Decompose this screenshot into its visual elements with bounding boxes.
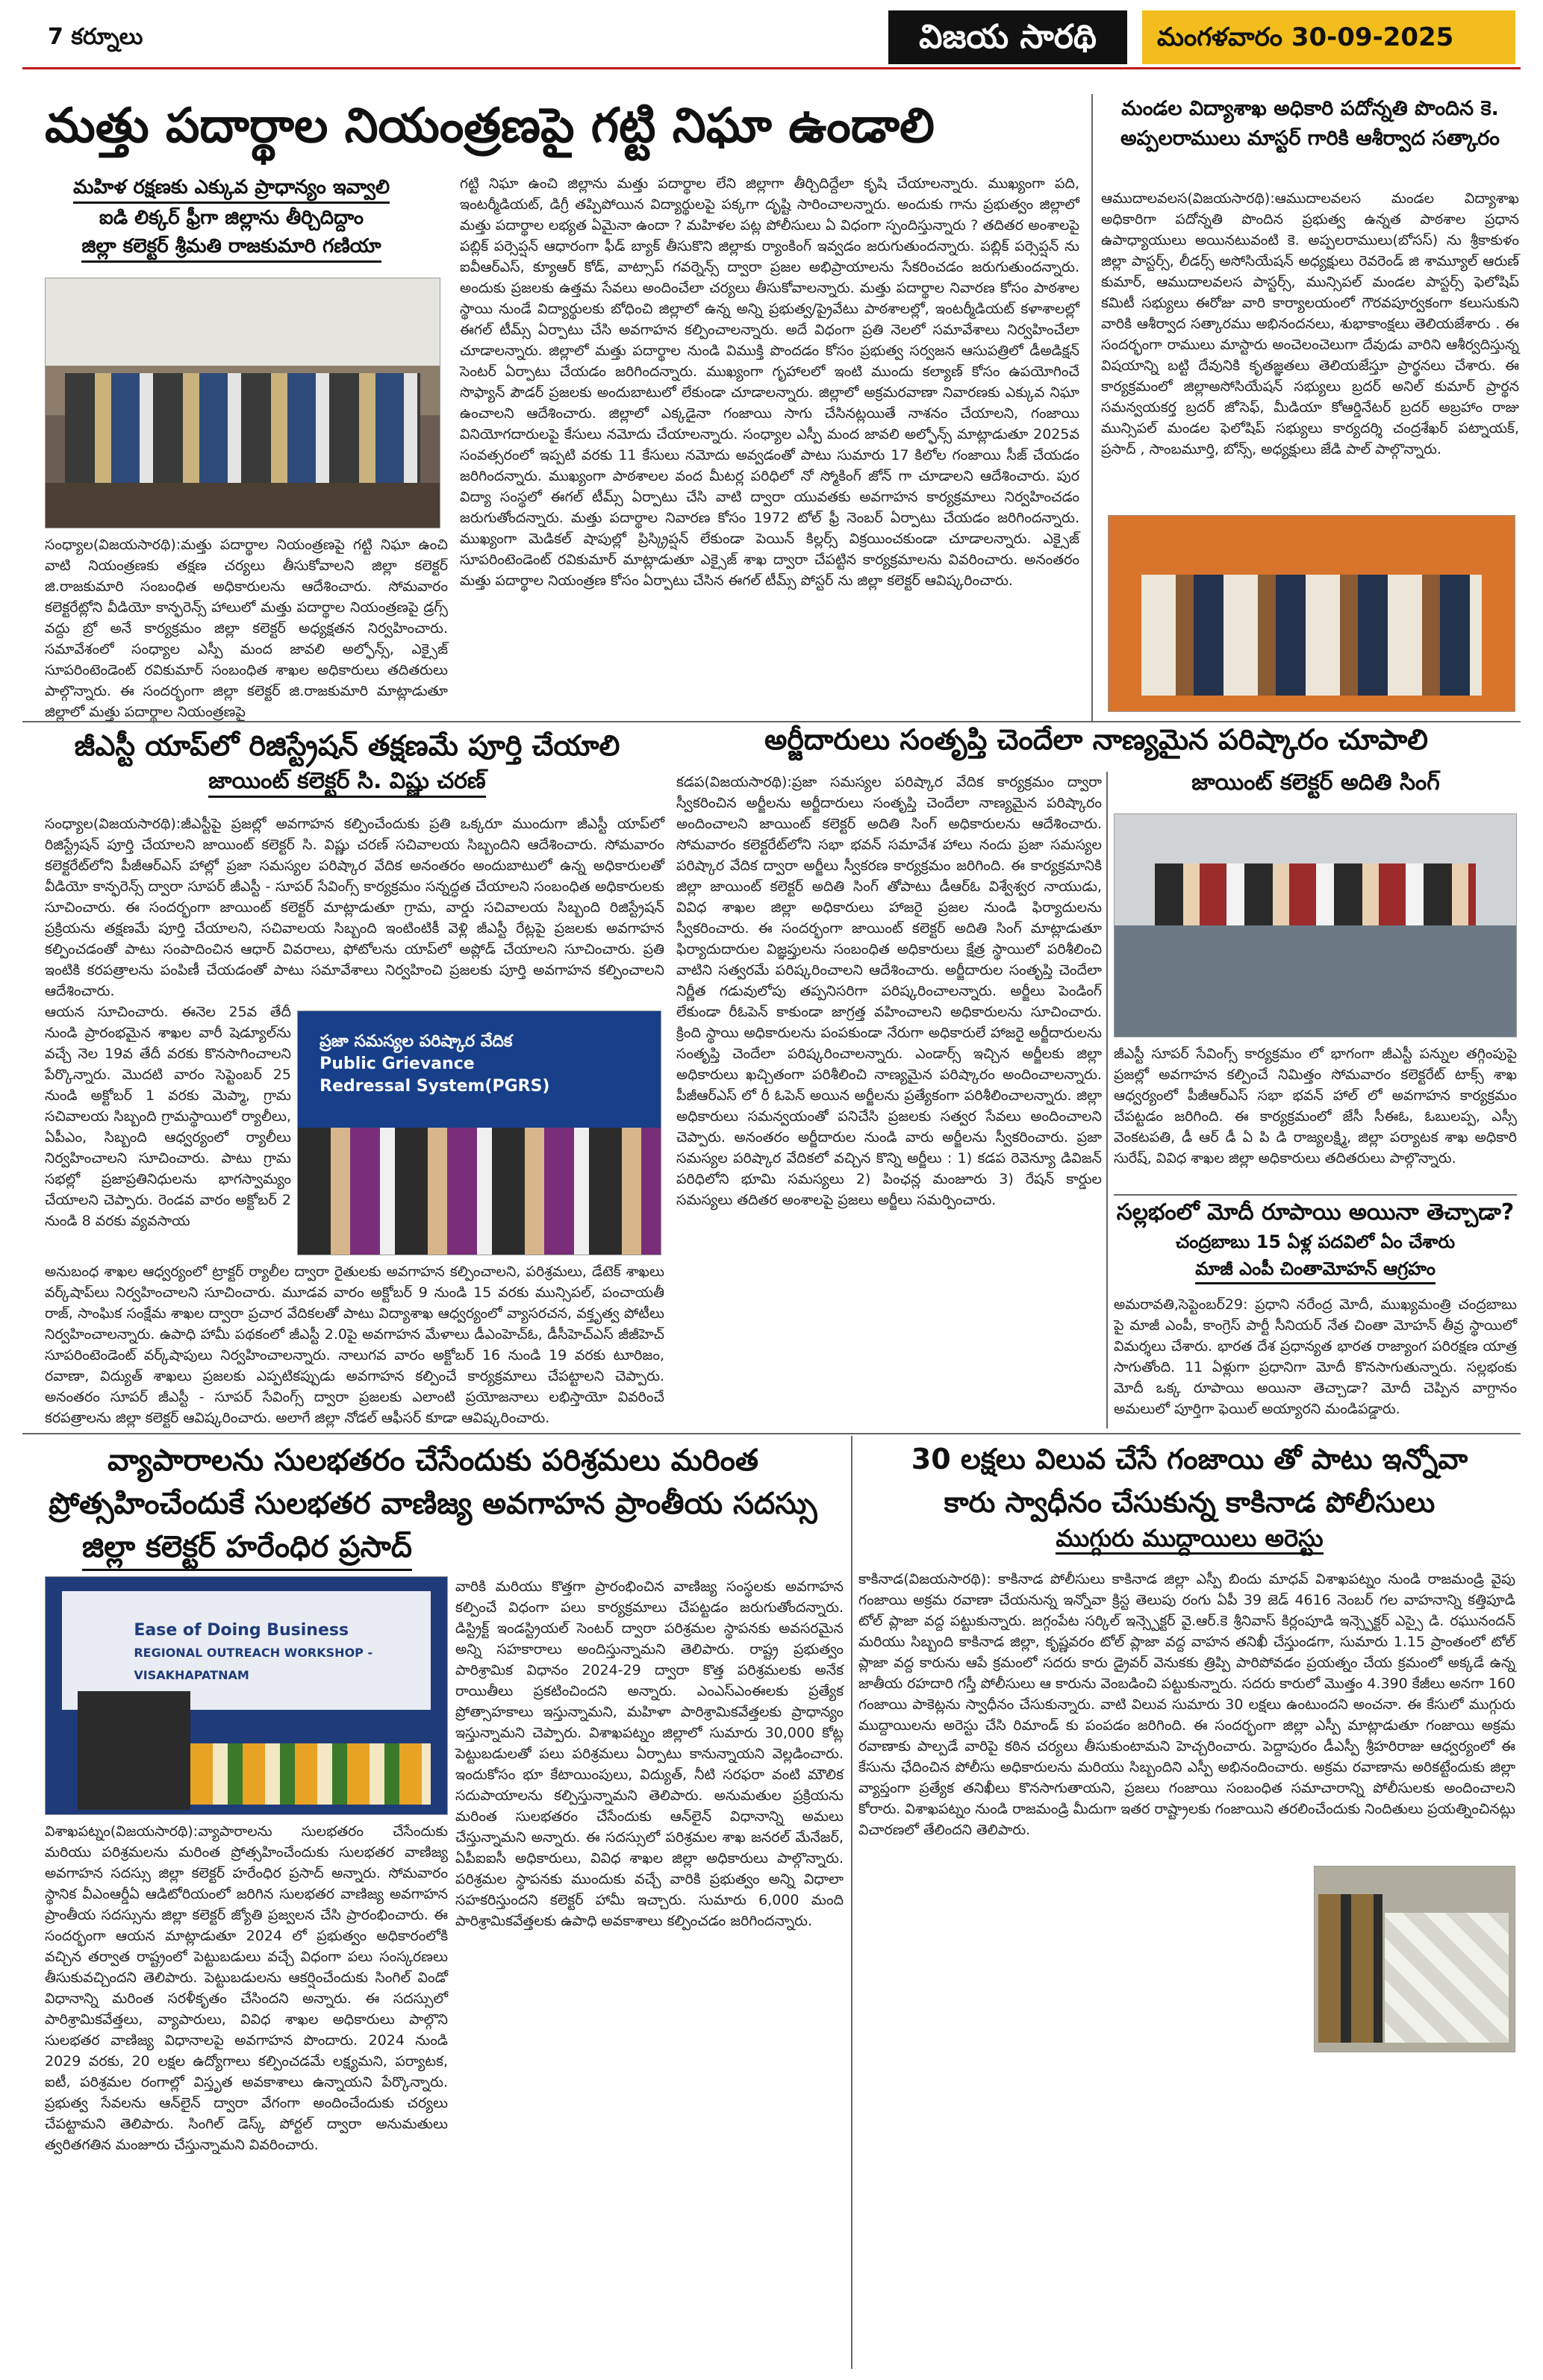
petitioners-column-left	[676, 772, 1102, 1428]
pgrs-banner-line-2: Public Grievance	[319, 1055, 475, 1074]
police-photo	[1314, 1866, 1515, 2052]
gst-column-top	[45, 813, 664, 1000]
ojas-photo	[1108, 515, 1515, 712]
ojas-headline-block	[1101, 94, 1519, 185]
gst-headline-block	[30, 724, 664, 806]
lead-photo	[45, 278, 440, 528]
lead-headline: మత్తు పదార్థాల నియంత్రణపై గట్టి నిఘా ఉండాలి	[45, 99, 935, 154]
modi-sub-2: మాజీ ఎంపీ చింతామోహన్ ఆగ్రహం	[1195, 1255, 1436, 1284]
lead-subheads	[22, 173, 440, 270]
petitioners-byline-block	[1112, 769, 1519, 806]
petitioners-headline: అర్జీదారులు సంతృప్తి చెందేలా నాణ్యమైన పరిష్కారం చూపాలి	[764, 723, 1429, 756]
section-rule	[22, 1433, 1521, 1434]
lead-sub-1: మహిళ రక్షణకు ఎక్కువ ప్రాధాన్యం ఇవ్వాలి	[73, 173, 390, 204]
modi-headline: సల్లభంలో మోదీ రూపాయి అయినా తెచ్చాడా?	[1116, 1199, 1515, 1225]
petitioners-body-left: కడప(విజయసారథి):ప్రజా సమస్యల పరిష్కార వేదిక కార్యక్రమం ద్వారా స్వీకరించిన అర్జీలను అర్జీదారులు సంతృప్తి చెందేలా నాణ్యమైన పరిష్కారం అందించాలని జాయింట్ కలెక్టర్ అదితి సింగ్ అధికారులను ఆదేశించారు. సోమవారం కలెక్టరేట్‌లోని సభా భవన్ సమావేశ హాలు నందు ప్రజా సమస్యల పరిష్కార వేదిక ద్వారా అర్జీలు స్వీకరణ కార్యక్రమం జరిగింది. ఈ కార్యక్రమానికి జిల్లా జాయింట్ కలెక్టర్ అదితి సింగ్ తోపాటు డీఆర్ఓ విశ్వేశ్వర నాయుడు, వివిధ శాఖల జిల్లా అధికారులు హాజరై ప్రజల నుండి ఫిర్యాదులను స్వీకరించారు. ఈ సందర్భంగా జాయింట్ కలెక్టర్ అదితి సింగ్ మాట్లాడుతూ ఫిర్యాదుదారుల విజ్ఞప్తులను సంబంధిత అధికారులు క్షేత్ర స్థాయిలో పరిశీలించి వాటిని సత్వరమే పరిష్కరించాలని ఆదేశించారు. అర్జీదారుల సంతృప్తి చెందేలా నిర్ణీత గడువులోపు తప్పనిసరిగా పరిష్కరించాలన్నారు. అర్జీలు పెండింగ్ లేకుండా రీఓపెన్ కాకుండా జాగ్రత్త వహించాలని అధికారులను సూచించారు. క్రింది స్థాయి అధికారులను పంపకుండా నేరుగా అధికారులే హాజరై అర్జీదారులను సంతృప్తి చెందేలా పరిష్కరించాలన్నారు. ఎండార్స్ ఇచ్చిన అర్జీలకు జిల్లా అధికారులు ఖచ్చితంగా పరిశీలించి నాణ్యమైన పరిష్కారం అందించాలన్నారు. పీజీఆర్ఎస్ లో రీ ఓపెన్ అయిన అర్జీలను ప్రత్యేకంగా పరిశీలించాలన్నారు. జిల్లా అధికారులు సమన్వయంతో పనిచేసి ప్రజలకు సత్వర సేవలు అందించాలని చెప్పారు. అనంతరం అర్జీదారుల నుండి వారు అర్జీలను స్వీకరించారు. ప్రజా సమస్యల పరిష్కార వేదికలో వచ్చిన కొన్ని అర్జీలు : 1) కడప రెవెన్యూ డివిజన్ పరిధిలోని భూమి సమస్యలు 2) పింఛన్ల మంజూరు 3) రేషన్ కార్డుల సమస్యలు తదితర అంశాలపై ప్రజలు అర్జీలు సమర్పించారు.	[676, 774, 1102, 1208]
police-headline-2: కారు స్వాధీనం చేసుకున్న కాకినాడ పోలీసులు	[944, 1486, 1436, 1519]
trade-headline-1: వ్యాపారాలను సులభతరం చేసేందుకు పరిశ్రమలు మరింత	[107, 1443, 759, 1478]
gst-column-left	[45, 1002, 291, 1300]
trade-body-left: విశాఖపట్నం(విజయసారథి):వ్యాపారాలను సులభతరం చేసేందుకు మరియు పరిశ్రమలను మరింత ప్రోత్సహించేందుకు సులభతర వాణిజ్య అవగాహన సదస్సు జిల్లా కలెక్టర్ హరేంధిర ప్రసాద్ అన్నారు. సోమవారం స్థానిక వీఎంఆర్డీఏ ఆడిటోరియంలో జరిగిన సులభతర వాణిజ్య అవగాహన ప్రాంతీయ సదస్సును జిల్లా కలెక్టర్ జ్యోతి ప్రజ్వలన చేసి ప్రారంభించారు. ఈ సందర్భంగా ఆయన మాట్లాడుతూ 2024 లో ప్రభుత్వం అధికారంలోకి వచ్చిన తర్వాత రాష్ట్రంలో పెట్టుబడులు వచ్చే విధంగా పలు సంస్కరణలు తీసుకువచ్చిందని తెలిపారు. పెట్టుబడులను ఆకర్షించేందుకు సింగిల్ విండో విధానాన్ని మరింత సరళీకృతం చేసిందని అన్నారు. ఈ సదస్సులో పారిశ్రామికవేత్తలు, వ్యాపారులు, వివిధ శాఖల అధికారులు పాల్గొని సులభతర వాణిజ్య విధానాలపై అవగాహన పొందారు. 2024 నుండి 2029 వరకు, 20 లక్షల ఉద్యోగాలు కల్పించడమే లక్ష్యమని, పర్యాటక, ఐటీ, పరిశ్రమల రంగాల్లో విస్తృత అవకాశాలు ఉన్నాయని పేర్కొన్నారు. ప్రభుత్వ సేవలను ఆన్‌లైన్ ద్వారా వేగంగా అందించేందుకు చర్యలు చేపట్టామని తెలిపారు. సింగిల్ డెస్క్ పోర్టల్ ద్వారా అనుమతులు త్వరితగతిన మంజూరు చేస్తున్నామని వివరించారు.	[45, 1823, 448, 2153]
police-byline: ముగ్గురు ముద్దాయిలు అరెస్టు	[1056, 1524, 1323, 1555]
gst-body-top: సంధ్యాల(విజయసారథి):జీఎస్టీపై ప్రజల్లో అవగాహన కల్పించేందుకు ప్రతి ఒక్కరూ ముందుగా జీఎస్టీ యాప్‌లో రిజిస్ట్రేషన్ పూర్తి చేయాలని జాయింట్ కలెక్టర్ సి. విష్ణు చరణ్ సచివాలయ సిబ్బందిని ఆదేశించారు. సోమవారం కలెక్టరేట్‌లోని పీజీఆర్ఎస్ హాల్లో ప్రజా సమస్యల పరిష్కార వేదిక అనంతరం అందుబాటులో ఉన్న అధికారులతో వీడియో కాన్ఫరెన్స్ ద్వారా సూపర్ జీఎస్టీ - సూపర్ సేవింగ్స్ కార్యక్రమం సన్నద్ధత చేయాలని సంబంధిత అధికారులకు సూచించారు. ఈ సందర్భంగా జాయింట్ కలెక్టర్ మాట్లాడుతూ గ్రామ, వార్డు సచివాలయ సిబ్బంది రిజిస్ట్రేషన్ ప్రక్రియను తక్షణమే పూర్తి చేయాలని, సచివాలయ సిబ్బంది ఇంటింటికీ వెళ్లి జీఎస్టీ రేట్లపై ప్రజలకు అవగాహన కల్పించడంతో పాటు సంపాదించిన ఆధార్ వివరాలు, ఫోటోలను యాప్‌లో అప్లోడ్ చేయాలని సూచించారు. ప్రతి ఇంటికి కరపత్రాలను పంపిణీ చేయడంతో పాటు సమావేశాలు నిర్వహించి ప్రజలకు పూర్తి అవగాహన కల్పించాలని ఆదేశించారు.	[45, 816, 664, 999]
police-body: కాకినాడ(విజయసారథి): కాకినాడ పోలీసులు కాకినాడ జిల్లా ఎస్పీ బిందు మాధవ్ విశాఖపట్నం నుండి రాజమండ్రి వైపు గంజాయి అక్రమ రవాణా చేయనున్న ఇన్నోవా క్రిస్ట తెలుపు రంగు ఏపీ 39 జెడ్ 4616 నెంబర్ గల వాహనాన్ని కత్తిపూడి టోల్ ప్లాజా వద్ద పట్టుకున్నారు. జగ్గంపేట సర్కిల్ ఇన్స్పెక్టర్ వై.ఆర్.కె శ్రీనివాస్ కిర్లంపూడి ఇన్స్పెక్టర్ ఎస్సై డి. రఘునందన్ మరియు సిబ్బంది కాకినాడ జిల్లా, కృష్ణవరం టోల్ ప్లాజా వద్ద వాహన తనిఖీ చేస్తుండగా, సుమారు 1.15 ప్రాంతంలో టోల్ ప్లాజా వద్ద కారును ఆపే క్రమంలో సదరు కారు డ్రైవర్ వెనుకకు త్రిప్పి పారిపోవడం ప్రయత్నం చేయ క్రమంలో అక్కడే ఉన్న జాతీయ రహదారి గస్తీ పోలీసులు ఆ కారును వెంబడించి పట్టుకున్నారు. సదరు కారులో మొత్తం 4.390 కేజీలు అనగా 160 గంజాయి పాకెట్లను స్వాధీనం చేసుకున్నారు. వాటి విలువ సుమారు 30 లక్షలు ఉంటుందని అంచనా. ఈ కేసులో ముగ్గురు ముద్దాయిలను అరెస్టు చేసి రిమాండ్ కు పంపడం జరిగింది. ఈ సందర్భంగా జిల్లా ఎస్పీ మాట్లాడుతూ గంజాయి అక్రమ రవాణాకు పాల్పడే వారిపై కఠిన చర్యలు తీసుకుంటామని హెచ్చరించారు. పెద్దాపురం డీఎస్పీ శ్రీహరిరాజు ఆధ్వర్యంలో ఈ కేసును ఛేదించిన పోలీసు అధికారులను మరియు సిబ్బందిని ఎస్పీ అభినందించారు. అక్రమ రవాణాను అరికట్టేందుకు జిల్లా వ్యాప్తంగా ప్రత్యేక తనిఖీలు కొనసాగుతాయని, ప్రజలు గంజాయి సంబంధిత సమాచారాన్ని పోలీసులకు అందించాలని కోరారు. విశాఖపట్నం నుండి రాజమండ్రి మీదుగా ఇతర రాష్ట్రాలకు గంజాయిని తరలించేందుకు నిందితులు ప్రయత్నించినట్లు విచారణలో తేలిందని తెలిపారు.	[858, 1571, 1515, 1838]
pgrs-photo	[297, 1011, 661, 1255]
police-headline-block	[858, 1437, 1521, 1564]
modi-sub-1: చంద్రబాబు 15 ఏళ్ల పదవిలో ఏం చేశారు	[1175, 1231, 1456, 1252]
petitioners-body-right: జీఎస్టీ సూపర్ సేవింగ్స్ కార్యక్రమం లో భాగంగా జీఎస్టీ పన్నుల తగ్గింపుపై ప్రజల్లో అవగాహన కల్పించే నిమిత్తం సోమవారం కలెక్టరేట్ టాక్స్ శాఖ ఆధ్వర్యంలో పీజీఆర్ఎస్ సభా భవన్ హాల్ లో అవగాహన కార్యక్రమం చేపట్టడం జరిగింది. ఈ కార్యక్రమంలో జేసీ సీఈఓ, ఓబులప్ప, ఎస్సీ వెంకటపతి, డీ ఆర్ డీ ఏ పి డి రాజ్యలక్ష్మి, జిల్లా పర్యాటక శాఖ అధికారి సురేష్, వివిధ శాఖల జిల్లా అధికారులు తదితరులు పాల్గొన్నారు.	[1114, 1046, 1517, 1166]
lead-sub-3: జిల్లా కలెక్టర్ శ్రీమతి రాజకుమారి గణియా	[81, 232, 381, 263]
column-divider	[1106, 772, 1108, 1428]
gst-headline: జీఎస్టీ యాప్‌లో రిజిస్ట్రేషన్ తక్షణమే పూర్తి చేయాలి	[74, 729, 620, 762]
trade-photo	[45, 1576, 448, 1815]
pgrs-banner-line-1: ప్రజా సమస్యల పరిష్కార వేదిక	[319, 1032, 513, 1052]
lead-column-left	[45, 534, 448, 720]
trade-column-left	[45, 1821, 448, 2367]
lead-headline-block	[45, 94, 1082, 169]
modi-body: అమరావతి,సెప్టెంబర్29: ప్రధాని నరేంద్ర మోదీ, ముఖ్యమంత్రి చంద్రబాబు పై మాజీ ఎంపీ, కాంగ్రెస్ పార్టీ సీనియర్ నేత చింతా మోహన్ తీవ్ర స్థాయిలో విమర్శలు చేశారు. భారత దేశ ప్రధాన్యత భారత రాజ్యాంగ పరిరక్షణ యాత్ర సాగుతోంది. 11 ఏళ్లుగా ప్రధానిగా మోదీ కొనసాగుతున్నారు. సల్లభంకు మోదీ ఒక్క రూపాయి అయినా తెచ్చాడా? మోదీ చెప్పిన వాగ్దానం అమలులో పూర్తిగా ఫెయిల్ అయ్యారని మండిపడ్డారు.	[1114, 1296, 1517, 1417]
ojas-body: ఆముదాలవలస(విజయసారథి):ఆముదాలవలస మండల విద్యాశాఖ అధికారిగా పదోన్నతి పొందిన ప్రభుత్వ ఉన్నత పాఠశాల ప్రధాన ఉపాధ్యాయులు అయినటువంటి కె. అప్పలరాములు(బోసస్) ను శ్రీకాకుళం జిల్లా పాస్టర్స్, లీడర్స్ అసోసియేషన్ అధ్యక్షులు రెవరెండ్ జి శామ్యూల్ ఆరుణ్ కుమార్, ఆముదాలవలస పాస్టర్స్, మున్సిపల్ మండల పాస్టర్స్ ఫెలోషిప్ కమిటీ సభ్యులు ఈరోజు వారి కార్యాలయంలో గౌరవపూర్వకంగా కలుసుకుని వారికి ఆశీర్వాద సత్కారము అభినందనలు, శుభాకాంక్షలు తెలియజేశారు . ఈ సందర్భంగా రాములు మాస్టారు అంచెలంచెలుగా దేవుడు వారిని ఆశీర్వదిస్తున్న విషయాన్ని బట్టి దేవునికి కృతజ్ఞతలు తెలియజేస్తూ ప్రార్థనలు చేశారు. ఈ కార్యక్రమంలో జిల్లాఅసోసియేషన్ సభ్యులు బ్రదర్ అనిల్ కుమార్ ప్రార్థన సమన్వయకర్త బ్రదర్ జోసెఫ్, మీడియా కోఆర్డినేటర్ బ్రదర్ అబ్రహాం రాజు మున్సిపల్ మండల ఫెలోషిప్ సభ్యులు కార్యదర్శి చంద్రశేఖర్ పట్నాయక్, ప్రసాద్ , సాంబమూర్తి, బోన్స్, అధ్యక్షులు జేడి పాల్ పాల్గొన్నారు.	[1101, 190, 1519, 457]
masthead-rule	[22, 67, 1521, 69]
modi-headline-block	[1114, 1197, 1517, 1290]
petitioners-column-right	[1114, 1043, 1517, 1193]
issue-date: మంగళవారం 30-09-2025	[1142, 10, 1515, 64]
gst-byline: జాయింట్ కలెక్టర్ సి. విష్ణు చరణ్	[208, 767, 485, 798]
petitioners-byline: జాయింట్ కలెక్టర్ అదితి సింగ్	[1191, 769, 1440, 796]
pgrs-banner-line-3: Redressal System(PGRS)	[319, 1077, 550, 1096]
ojas-headline: మండల విద్యాశాఖ అధికారి పదోన్నతి పొందిన కె. అప్పలరాములు మాస్టర్ గారికి ఆశీర్వాద సత్కారం	[1120, 97, 1500, 150]
trade-column-right	[455, 1576, 844, 2367]
trade-headline-block	[22, 1439, 844, 1573]
gst-column-bottom	[45, 1261, 664, 1426]
paper-name: విజయ సారథి	[888, 10, 1127, 64]
lead-column-right	[460, 173, 1079, 699]
trade-byline: జిల్లా కలెక్టర్ హరేంధిర ప్రసాద్	[82, 1525, 412, 1571]
ojas-body-block	[1101, 188, 1519, 502]
column-divider	[851, 1436, 852, 2369]
gst-body-bottom: అనుబంధ శాఖల ఆధ్వర్యంలో ట్రాక్టర్ ర్యాలీల ద్వారా రైతులకు అవగాహన కల్పించాలని, పరిశ్రమలు, డేటెక్ శాఖలు వర్క్‌షాప్‌లు నిర్వహించాలని సూచించారు. మూడవ వారం అక్టోబర్ 9 నుండి 15 వరకు మున్సిపల్, పంచాయతీ రాజ్, సాంఘిక సంక్షేమ శాఖల ద్వారా ప్రచార వేదికలతో పాటు విద్యాశాఖ ఆధ్వర్యంలో వ్యాసరచన, వక్తృత్వ పోటీలు నిర్వహించాలన్నారు. ఉపాధి హామీ పథకంలో జీఎస్టీ 2.0పై అవగాహన మేళాలు డీఎంహెచ్ఓ, డీసీహెచ్ఎస్ జీజీహెచ్ సూపరింటెండెంట్ వర్క్‌షాపులు నిర్వహించాలన్నారు. నాలుగవ వారం అక్టోబర్ 16 నుండి 19 వరకు టూరిజం, రవాణా, విద్యుత్ శాఖలు ప్రజలకు ఎప్పటికప్పుడు అవగాహన కల్పించే కార్యక్రమాలు చేపట్టాలని చెప్పారు. అనంతరం సూపర్ జీఎస్టీ - సూపర్ సేవింగ్స్ ద్వారా ప్రజలకు ఎలాంటి ప్రయోజనాలు లభిస్తాయో వివరించే కరపత్రాలను జిల్లా కలెక్టర్ ఆవిష్కరించారు. అలాగే జిల్లా నోడల్ ఆఫీసర్ కూడా ఆవిష్కరించారు.	[45, 1264, 664, 1426]
gst-body-left: ఆయన సూచించారు. ఈనెల 25వ తేదీ నుండి ప్రారంభమైన శాఖల వారీ షెడ్యూల్‌ను వచ్చే నెల 19వ తేదీ వరకు కొనసాగించాలని పేర్కొన్నారు. మొదటి వారం సెప్టెంబర్ 25 నుండి అక్టోబర్ 1 వరకు మెప్మా, గ్రామ సచివాలయ సిబ్బంది గ్రామస్థాయిలో ర్యాలీలు, ఏపీఎం, సిబ్బంది ఆధ్వర్యంలో ర్యాలీలు నిర్వహించాలని సూచించారు. పాటు గ్రామ సభల్లో ప్రజాప్రతినిధులను భాగస్వామ్యం చేయాలని చెప్పారు. రెండవ వారం అక్టోబర్ 2 నుండి 8 వరకు వ్యవసాయ	[45, 1004, 291, 1229]
modi-body-block	[1114, 1294, 1517, 1436]
police-headline-1: 30 లక్షలు విలువ చేసే గంజాయి తో పాటు ఇన్నోవా	[911, 1443, 1468, 1475]
masthead	[22, 10, 1521, 79]
column-divider	[1091, 94, 1093, 721]
lead-sub-2: ఐడి లిక్కర్ ఫ్రీగా జిల్లాను తీర్చిదిద్దాం	[99, 207, 364, 229]
lead-body-left: సంధ్యాల(విజయసారథి):మత్తు పదార్థాల నియంత్రణపై గట్టి నిఘా ఉంచి వాటి నియంత్రణకు తక్షణ చర్యలు తీసుకోవాలని జిల్లా కలెక్టర్ జి.రాజకుమారి సంబంధిత అధికారులను ఆదేశించారు. సోమవారం కలెక్టరేట్లోని వీడియో కాన్ఫరెన్స్ హాలులో మత్తు పదార్థాల నియంత్రణపై డ్రగ్స్ వద్దు బ్రో అనే కార్యక్రమం జిల్లా కలెక్టర్ అధ్యక్షతన నిర్వహించారు. సమావేశంలో సంధ్యాల ఎస్పీ మంద జావలి అల్ఫోన్స్, ఎక్సైజ్ సూపరింటెండెంట్ రవికుమార్ సంబంధిత శాఖల అధికారులు తదితరులు పాల్గొన్నారు. ఈ సందర్భంగా జిల్లా కలెక్టర్ జి.రాజకుమారి మాట్లాడుతూ జిల్లాలో మత్తు పదార్థాల నియంత్రణపై	[45, 537, 448, 720]
petitioners-photo	[1114, 813, 1517, 1037]
petitioners-headline-block	[672, 718, 1521, 770]
trade-photo-banner-1: Ease of Doing Business	[134, 1621, 349, 1640]
trade-body-right: వారికి మరియు కొత్తగా ప్రారంభించిన వాణిజ్య సంస్థలకు అవగాహన కల్పించే విధంగా పలు కార్యక్రమాలు చేపట్టడం జరుగుతోందన్నారు. డిస్ట్రిక్ట్ ఇండస్ట్రియల్ సెంటర్ ద్వారా పరిశ్రమల స్థాపనకు అవసరమైన అన్ని సహకారాలు అందిస్తున్నామని తెలిపారు. రాష్ట్ర ప్రభుత్వం పారిశ్రామిక విధానం 2024-29 ద్వారా కొత్త పరిశ్రమలకు అనేక రాయితీలు ప్రకటించిందని అన్నారు. ఎంఎస్ఎంఈలకు ప్రత్యేక ప్రోత్సాహకాలు ఇస్తున్నామని, మహిళా పారిశ్రామికవేత్తలకు ప్రాధాన్యం ఇస్తున్నామని చెప్పారు. విశాఖపట్నం జిల్లాలో సుమారు 30,000 కోట్ల పెట్టుబడులతో పలు పరిశ్రమలు ఏర్పాటు కానున్నాయని వెల్లడించారు. ఇందుకోసం భూ కేటాయింపులు, విద్యుత్, నీటి సరఫరా వంటి మౌలిక సదుపాయాలను కల్పిస్తున్నామని తెలిపారు. అనుమతుల ప్రక్రియను మరింత సులభతరం చేసేందుకు ఆన్‌లైన్ విధానాన్ని అమలు చేస్తున్నామని అన్నారు. ఈ సదస్సులో పరిశ్రమల శాఖ జనరల్ మేనేజర్, ఏపీఐఐసీ అధికారులు, వివిధ శాఖల జిల్లా అధికారులు పాల్గొన్నారు. పరిశ్రమల స్థాపనకు ముందుకు వచ్చే వారికి ప్రభుత్వం అన్ని విధాలా సహకరిస్తుందని కలెక్టర్ హామీ ఇచ్చారు. సుమారు 6,000 మంది పారిశ్రామికవేత్తలకు ఉపాధి అవకాశాలు కల్పించడం జరిగిందన్నారు.	[455, 1578, 844, 1929]
trade-photo-banner-2: REGIONAL OUTREACH WORKSHOP - VISAKHAPATNAM	[134, 1646, 373, 1683]
trade-headline-2: ప్రోత్సహించేందుకే సులభతర వాణిజ్య అవగాహన ప్రాంతీయ సదస్సు	[49, 1487, 817, 1521]
section-rule	[1114, 1194, 1517, 1196]
lead-body-right: గట్టి నిఘా ఉంచి జిల్లాను మత్తు పదార్థాల లేని జిల్లాగా తీర్చిదిద్దేలా కృషి చేయాలన్నారు. ముఖ్యంగా పది, ఇంటర్మీడియట్, డిగ్రీ తప్పిపోయిన విద్యార్థులపై పక్కగా దృష్టి సారించాలన్నారు. అందుకు గాను ప్రభుత్వం జిల్లాలో మత్తు పదార్థాల లభ్యత ఏమైనా ఉందా ? మహిళల పట్ల పోలీసులు ఏ విధంగా స్పందిస్తున్నారు ? తదితర అంశాలపై పబ్లిక్ పర్సెప్షన్ ఆధారంగా ఫీడ్ బ్యాక్ తీసుకొని జిల్లాకు ర్యాంకింగ్ ఇవ్వడం జరుగుతుందన్నారు. పబ్లిక్ పర్సెప్షన్ ను ఐవీఆర్ఎస్, క్యూఆర్ కోడ్, వాట్సాప్ గవర్నెన్స్ ద్వారా ప్రజల అభిప్రాయాలను సేకరించడం జరుగుతుందన్నారు. అందుకు ప్రజలకు ఉత్తమ సేవలు అందించేలా చర్యలు తీసుకోవాలన్నారు. మత్తు పదార్థాల నివారణ కోసం పాఠశాల స్థాయి నుండే విద్యార్థులకు బోధించి జిల్లాలో ఉన్న అన్ని ప్రభుత్వ/ప్రైవేటు పాఠశాలల్లో, ఇంటర్మీడియట్ కళాశాలల్లో ఈగల్ టీమ్స్ ఏర్పాటు చేసి అవగాహన కల్పించాలన్నారు. అదే విధంగా ప్రతి నెలలో సమావేశాలు నిర్వహించేలా చూడాలన్నారు. జిల్లాలో మత్తు పదార్థాల నుండి విముక్తి పొందడం కోసం ప్రభుత్వ సర్వజన ఆసుపత్రిలో డీఅడిక్షన్ సెంటర్ ఏర్పాటు చేయడం జరిగిందన్నారు. ముఖ్యంగా గృహాలలో ఇంటి ముందు కల్యాణ్ కోసం ఉపయోగించే సొఫ్యాన్ పౌడర్ ప్రజలకు అందుబాటులో లేకుండా చూడాలన్నారు. జిల్లాలో అక్రమరవాణా నివారణకు ఎక్కువ నిఘా ఉంచాలని ఆదేశించారు. జిల్లాలో ఎక్కడైనా గంజాయి సాగు చేసినట్లయితే నాశనం చేయాలని, గంజాయి వినియోగదారులపై కేసులు నమోదు చేయాలన్నారు. సంధ్యాల ఎస్పీ మంద జావలి అల్ఫోన్స్ మాట్లాడుతూ 2025వ సంవత్సరంలో ఇప్పటి వరకు 11 కేసులు నమోదు అవ్వడంతో పాటు సుమారు 17 కిలోల గంజాయి సీజ్ చేయడం జరిగిందన్నారు. ముఖ్యంగా పాఠశాలల వంద మీటర్ల పరిధిలో నో స్మోకింగ్ జోన్ గా చూడాలని ఆదేశించారు. పుర విద్యా సంస్థలో ఈగల్ టీమ్స్ ఏర్పాటు చేసి వాటి ద్వారా యువతకు అవగాహన కార్యక్రమాలు నిర్వహించడం జరుగుతోందన్నారు. మత్తు పదార్థాల నివారణ కోసం 1972 టోల్ ఫ్రీ నెంబర్ ఏర్పాటు చేయడం జరిగిందన్నారు. ముఖ్యంగా మెడికల్ షాపుల్లో ప్రిస్క్రిప్షన్ లేకుండా పెయిన్ కిల్లర్స్ విక్రయించకుండా చూడాలన్నారు. ఎక్సైజ్ సూపరింటెండెంట్ రవికుమార్ మాట్లాడుతూ ఎక్సైజ్ శాఖ ద్వారా చేపట్టిన కార్యక్రమాలను వివరించారు. అనంతరం మత్తు పదార్థాల నియంత్రణ కోసం ఏర్పాటు చేసిన ఈగల్ టీమ్స్ పోస్టర్ ను జిల్లా కలెక్టర్ ఆవిష్కరించారు.	[460, 175, 1079, 589]
page-label: 7 కర్నూలు	[48, 24, 143, 50]
